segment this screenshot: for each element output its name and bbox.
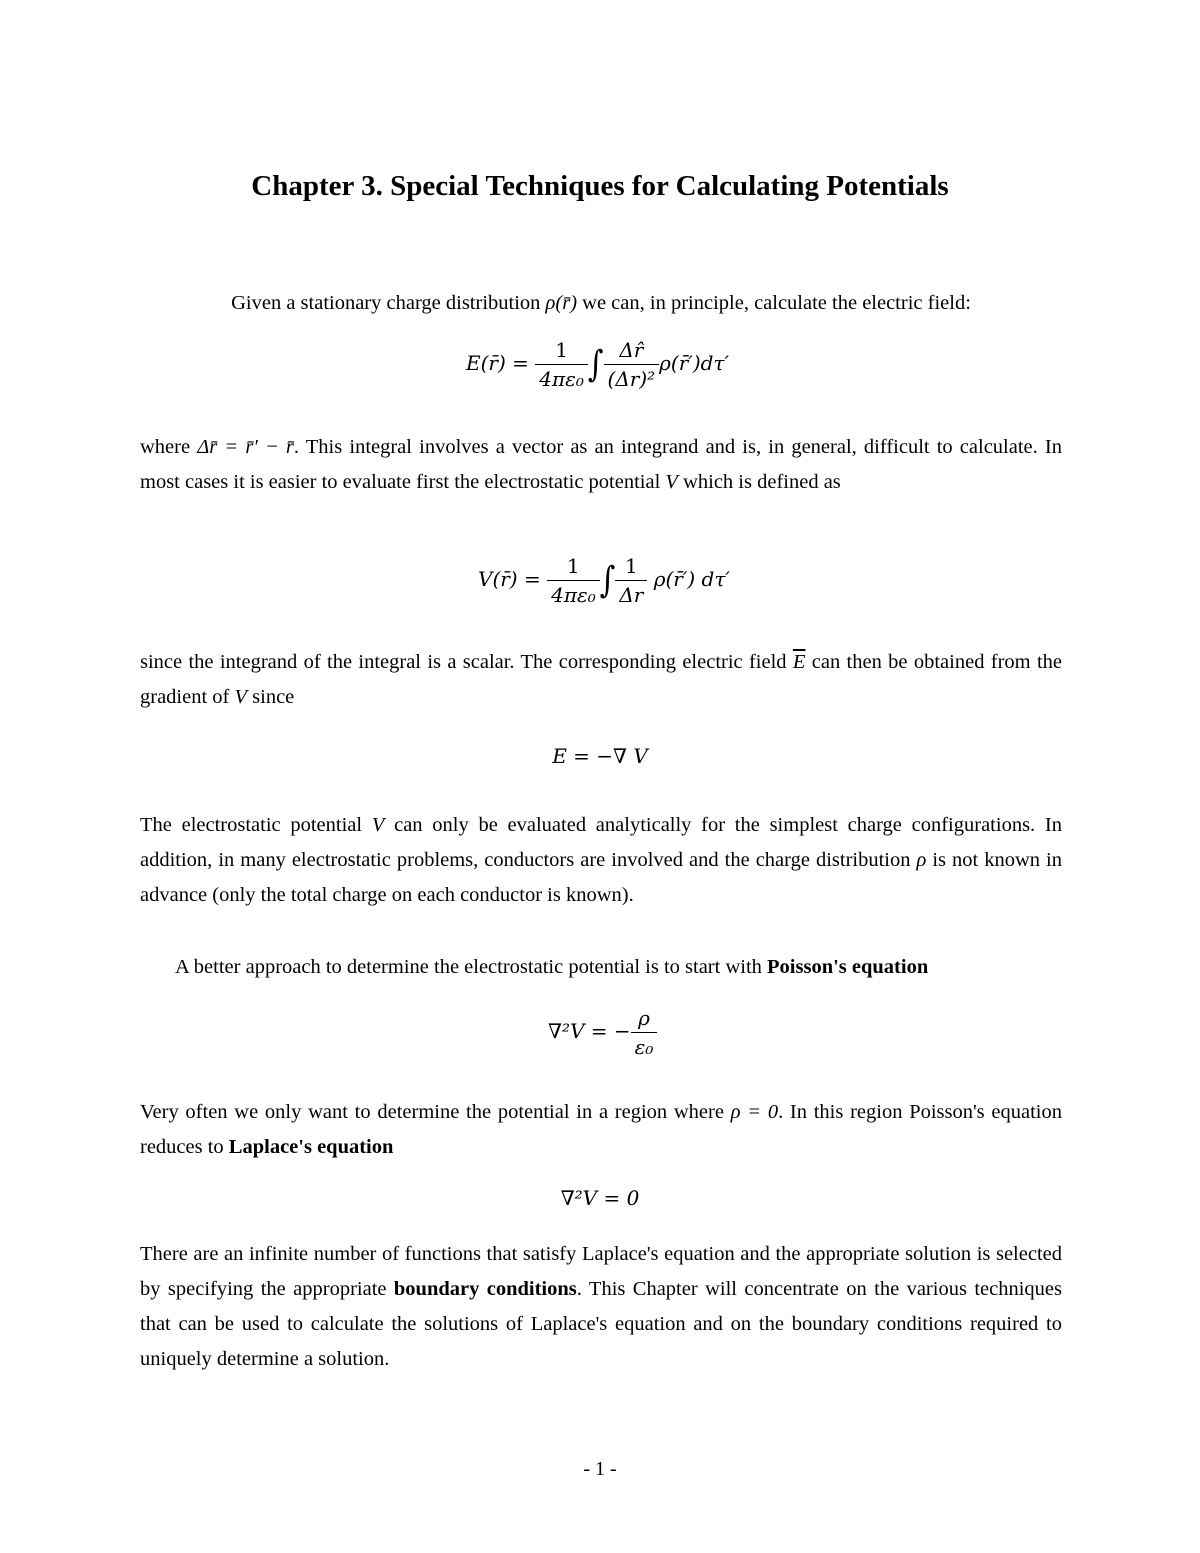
eq2-rest: ρ(r̄′) dτ′ xyxy=(653,567,730,591)
eq1-fraction: $\frac{\Delta r̂}{\text{(Δr)²}}$ xyxy=(604,338,660,391)
paragraph-poisson xyxy=(140,950,1062,985)
equation-poisson xyxy=(548,1006,657,1059)
where-text-b: . This integral involves a vector as an integrand and is, in general, difficult to calculate. In most cases it is easier to evaluate first the electrostatic potential xyxy=(140,436,1062,493)
scalar-text-b: can then be obtained from the gradient of xyxy=(140,651,1063,708)
equation-gradient: E = −∇ V xyxy=(552,744,648,768)
eq1-rest: ρ(r̄′)dτ′ xyxy=(659,351,730,375)
page-number: - 1 - xyxy=(583,1458,617,1480)
poisson-equation-term: Poisson's equation xyxy=(767,956,929,978)
paragraph-laplace xyxy=(140,1095,1062,1165)
laplace-equation-term: Laplace's equation xyxy=(228,1136,394,1158)
analytic-rho-symbol: ρ xyxy=(916,849,927,871)
poisson-text-a: A better approach to determine the electrostatic potential is to start with xyxy=(175,956,768,978)
eq4-fraction: $\frac{\rho}{\text{ε₀}}$ xyxy=(631,1006,658,1059)
analytic-text-a: The electrostatic potential xyxy=(140,814,372,836)
laplace-text-b: . In this region Poisson's equation reduces to xyxy=(140,1101,1062,1158)
boundary-text-b: . This Chapter will concentrate on the various techniques that can be used to calculate the solutions of Laplace's equation and on the boundary conditions required to uniquely determine a solution. xyxy=(140,1278,1063,1370)
paragraph-scalar xyxy=(140,645,1062,715)
where-v-symbol: V xyxy=(665,471,678,493)
laplace-rho-zero: ρ = 0 xyxy=(730,1101,779,1123)
where-text-c: which is defined as xyxy=(677,471,841,493)
paragraph-analytic xyxy=(140,808,1062,913)
eq2-coefficient: $\frac{1}{\text{4πε₀}}$ xyxy=(547,554,600,607)
intro-text-b: we can, in principle, calculate the electric field: xyxy=(577,292,971,314)
scalar-e-symbol: $\overline{E}$ xyxy=(792,651,806,673)
paragraph-where xyxy=(140,430,1062,500)
eq2-integral: ∫ xyxy=(599,559,616,602)
intro-text-a: Given a stationary charge distribution xyxy=(231,292,546,314)
where-delta-r-symbol: Δr̄ = r̄′ − r̄ xyxy=(197,436,294,458)
page-title: Chapter 3. Special Techniques for Calculating Potentials xyxy=(251,170,949,202)
equation-laplace: ∇²V = 0 xyxy=(560,1186,640,1210)
eq2-fraction: $\frac{1}{\Delta r}$ xyxy=(615,554,647,607)
intro-rho-symbol: ρ(r̄) xyxy=(545,292,578,314)
paragraph-intro xyxy=(140,286,1062,321)
equation-electric-field xyxy=(466,338,729,391)
eq1-coefficient: $\frac{1}{\text{4πε₀}}$ xyxy=(535,338,588,391)
eq4-lhs: ∇²V = − xyxy=(548,1019,631,1043)
where-text-a: where xyxy=(140,436,198,458)
analytic-text-b: can only be evaluated analytically for the simplest charge configurations. In addition, in many electrostatic problems, conductors are involved and the charge distribution xyxy=(140,814,1062,871)
boundary-conditions-term: boundary conditions xyxy=(393,1278,577,1300)
eq1-lhs: E(r̄) = xyxy=(466,351,529,375)
scalar-text-a: since the integrand of the integral is a scalar. The corresponding electric field xyxy=(140,651,793,673)
scalar-text-c: since xyxy=(247,686,295,708)
paragraph-boundary xyxy=(140,1237,1062,1377)
equation-potential xyxy=(478,554,730,607)
scalar-v-symbol: V xyxy=(234,686,248,708)
eq2-lhs: V(r̄) = xyxy=(478,567,541,591)
analytic-v-symbol: V xyxy=(371,814,385,836)
analytic-text-c: is not known in advance (only the total charge on each conductor is known). xyxy=(140,849,1062,906)
laplace-text-a: Very often we only want to determine the potential in a region where xyxy=(140,1101,731,1123)
eq1-integral: ∫ xyxy=(587,343,604,386)
boundary-text-a: There are an infinite number of functions that satisfy Laplace's equation and the appropriate solution is selected by specifying the appropriate xyxy=(140,1243,1062,1300)
